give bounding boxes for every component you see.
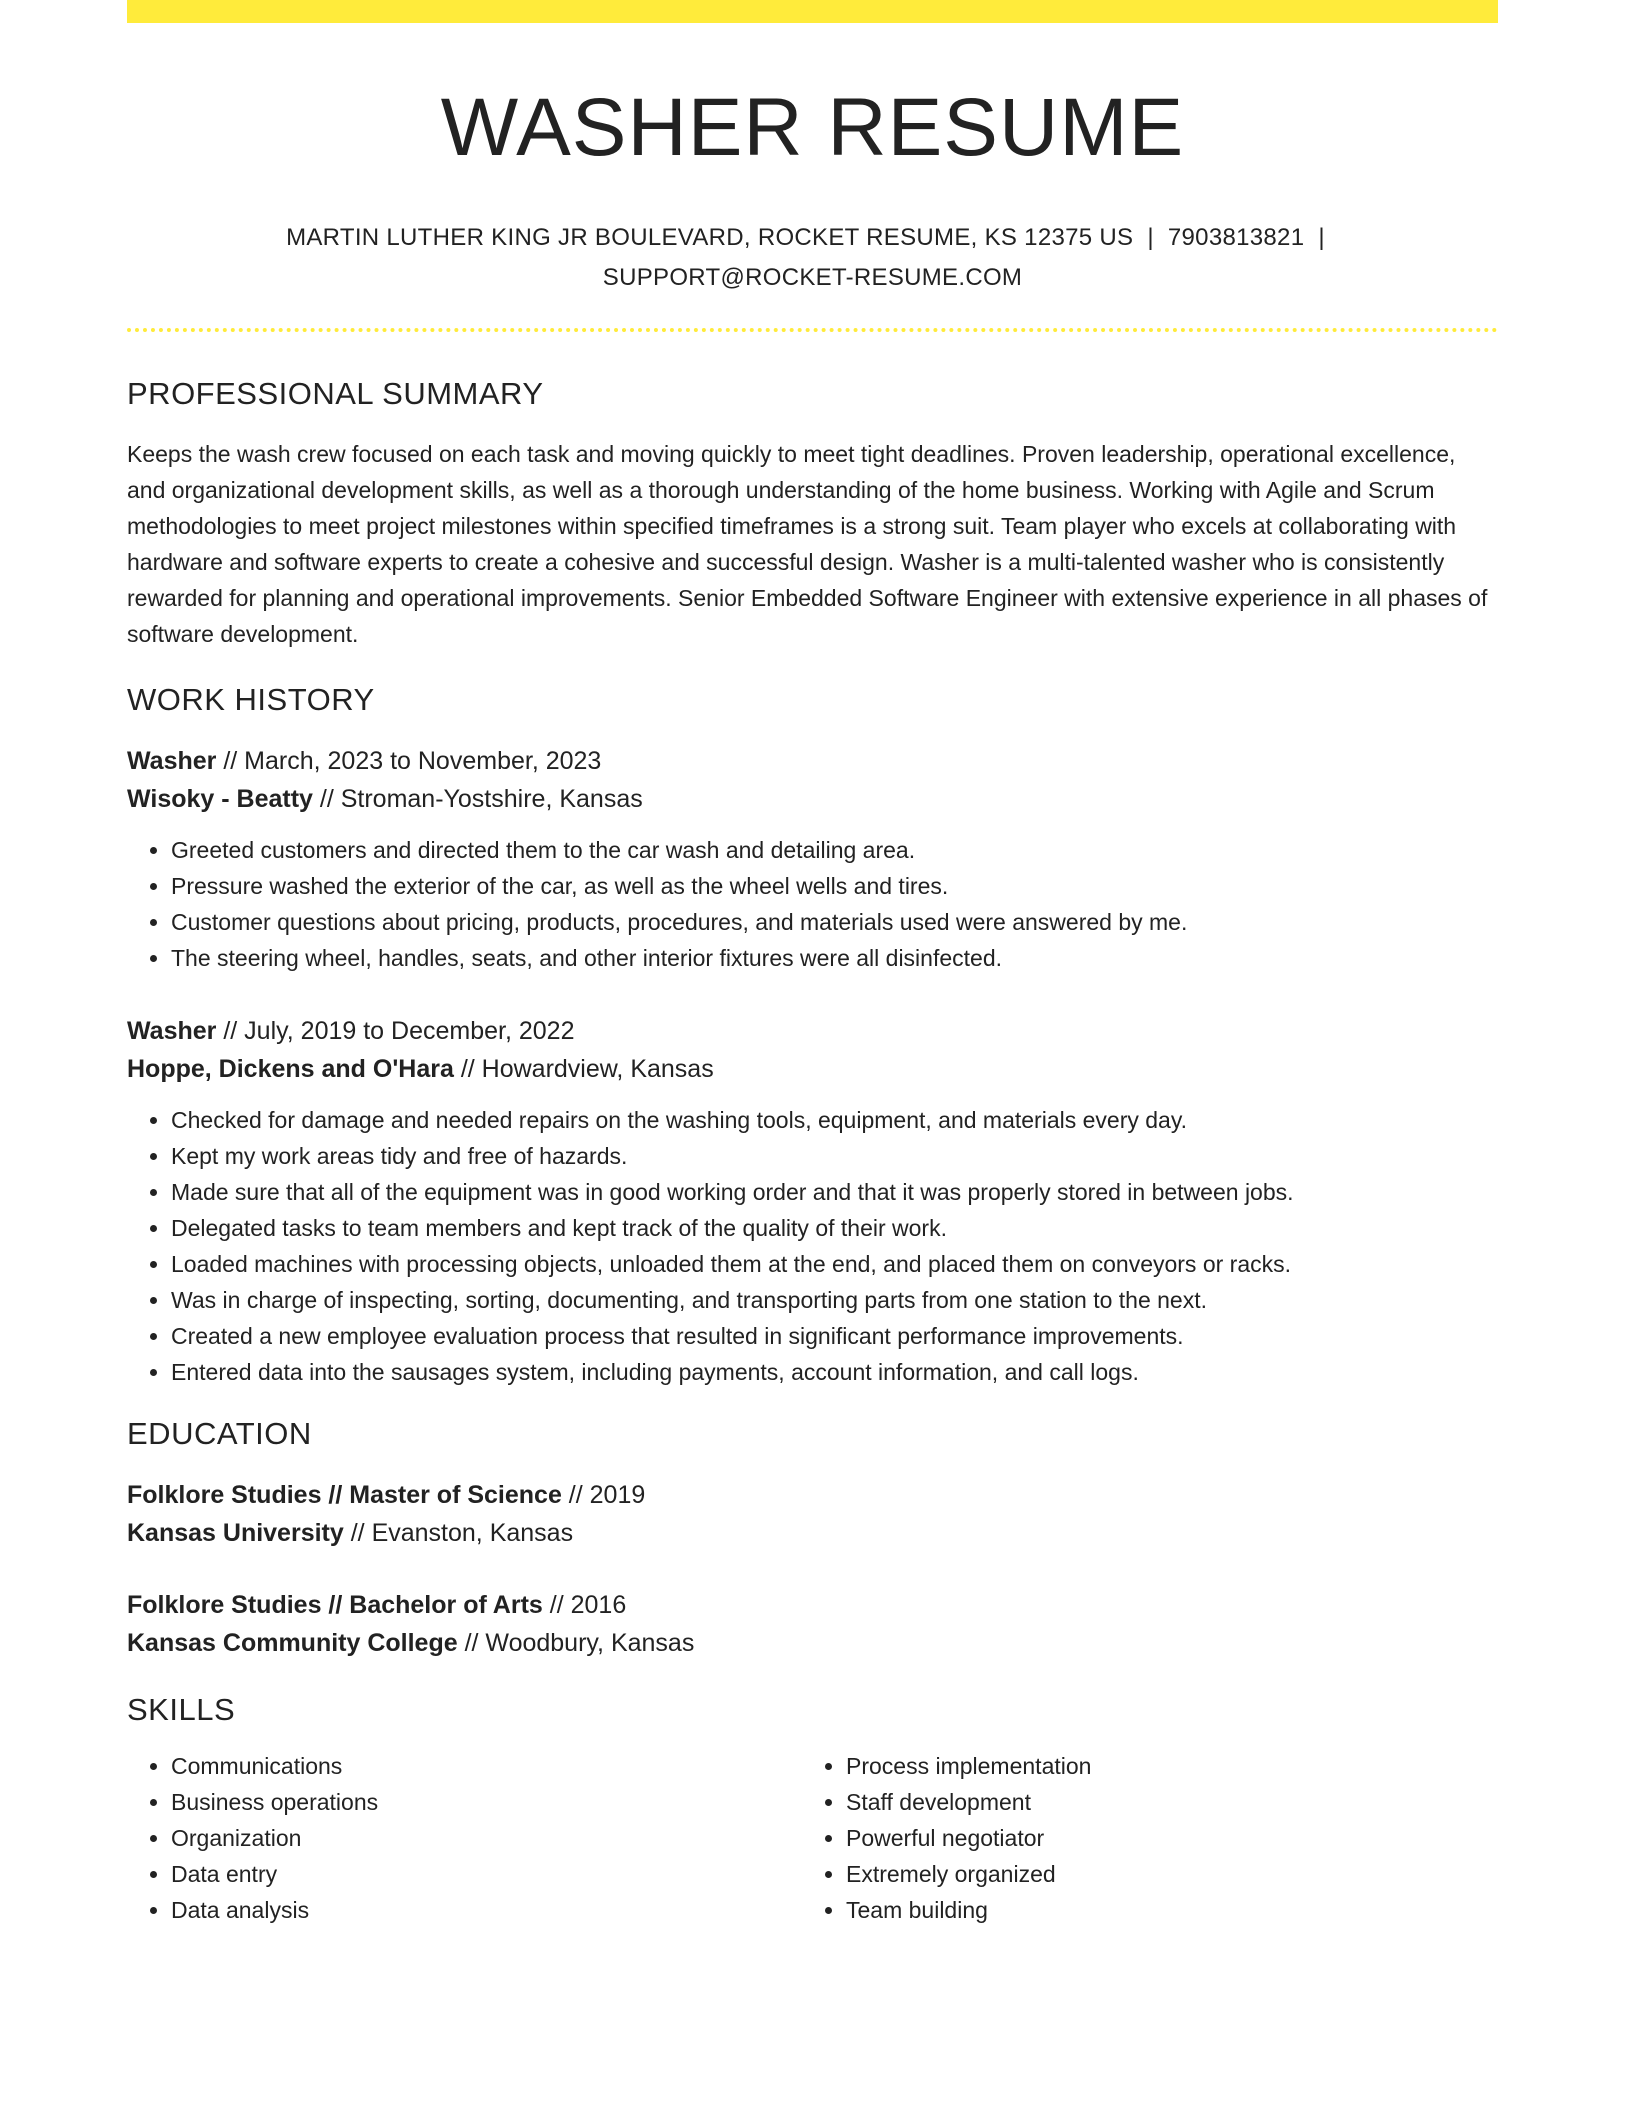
job-location: // Stroman-Yostshire, Kansas xyxy=(312,785,643,813)
job-company-line xyxy=(127,780,1498,818)
duty-item: • The steering wheel, handles, seats, and other interior fixtures were all disinfected. xyxy=(171,940,1498,976)
duty-item: • Was in charge of inspecting, sorting, documenting, and transporting parts from one station to the next. xyxy=(171,1282,1498,1318)
job-title-line xyxy=(127,742,1498,780)
skills-column-right xyxy=(802,1748,1477,1928)
job-duties xyxy=(127,1102,1498,1390)
contact-info xyxy=(127,218,1498,298)
skill-item: • Staff development xyxy=(846,1784,1477,1820)
duty-item: • Created a new employee evaluation process that resulted in significant performance improvements. xyxy=(171,1318,1498,1354)
duty-item: • Kept my work areas tidy and free of hazards. xyxy=(171,1138,1498,1174)
contact-address: MARTIN LUTHER KING JR BOULEVARD, ROCKET RESUME, KS 12375 US xyxy=(286,224,1134,251)
job-dates: // March, 2023 to November, 2023 xyxy=(216,747,602,775)
school-line xyxy=(127,1624,1498,1662)
dotted-divider xyxy=(127,328,1498,332)
duty-item: • Loaded machines with processing objects, unloaded them at the end, and placed them on conveyors or racks. xyxy=(171,1246,1498,1282)
job-role: Washer xyxy=(127,1017,217,1045)
contact-separator: | xyxy=(1147,224,1154,251)
skills-column-left xyxy=(127,1748,802,1928)
education-entry xyxy=(127,1586,1498,1662)
resume-title: WASHER RESUME xyxy=(440,82,1185,173)
duty-item: • Entered data into the sausages system, including payments, account information, and call logs. xyxy=(171,1354,1498,1390)
job-company: Wisoky - Beatty xyxy=(127,785,313,813)
skill-item: • Organization xyxy=(171,1820,802,1856)
skill-item: • Team building xyxy=(846,1892,1477,1928)
job-entry xyxy=(127,742,1498,976)
school-line xyxy=(127,1514,1498,1552)
job-duties xyxy=(127,832,1498,976)
resume-content xyxy=(127,80,1498,1928)
skill-item: • Extremely organized xyxy=(846,1856,1477,1892)
duty-item: • Pressure washed the exterior of the car, as well as the wheel wells and tires. xyxy=(171,868,1498,904)
skill-item: • Powerful negotiator xyxy=(846,1820,1477,1856)
degree-year: // 2016 xyxy=(542,1591,627,1619)
contact-email: SUPPORT@ROCKET-RESUME.COM xyxy=(602,264,1023,291)
duty-item: • Greeted customers and directed them to the car wash and detailing area. xyxy=(171,832,1498,868)
duty-item: • Customer questions about pricing, products, procedures, and materials used were answered by me. xyxy=(171,904,1498,940)
job-entry xyxy=(127,1012,1498,1390)
contact-phone: 7903813821 xyxy=(1167,224,1305,251)
duty-item: • Checked for damage and needed repairs on the washing tools, equipment, and materials every day. xyxy=(171,1102,1498,1138)
job-company: Hoppe, Dickens and O'Hara xyxy=(127,1055,454,1083)
skill-item: • Data analysis xyxy=(171,1892,802,1928)
degree-year: // 2019 xyxy=(561,1481,646,1509)
skills-list xyxy=(127,1748,1498,1928)
summary-heading: PROFESSIONAL SUMMARY xyxy=(127,376,544,411)
job-title-line xyxy=(127,1012,1498,1050)
job-role: Washer xyxy=(127,747,217,775)
accent-bar xyxy=(127,0,1498,23)
job-location: // Howardview, Kansas xyxy=(453,1055,714,1083)
job-company-line xyxy=(127,1050,1498,1088)
degree-name: Folklore Studies // Master of Science xyxy=(127,1481,562,1509)
school-location: // Woodbury, Kansas xyxy=(457,1629,695,1657)
education-heading: EDUCATION xyxy=(127,1416,312,1451)
skill-item: • Communications xyxy=(171,1748,802,1784)
duty-item: • Made sure that all of the equipment was in good working order and that it was properly stored in between jobs. xyxy=(171,1174,1498,1210)
school-name: Kansas University xyxy=(127,1519,344,1547)
degree-line xyxy=(127,1586,1498,1624)
degree-name: Folklore Studies // Bachelor of Arts xyxy=(127,1591,543,1619)
job-dates: // July, 2019 to December, 2022 xyxy=(216,1017,575,1045)
school-name: Kansas Community College xyxy=(127,1629,458,1657)
duty-item: • Delegated tasks to team members and kept track of the quality of their work. xyxy=(171,1210,1498,1246)
work-history-heading: WORK HISTORY xyxy=(127,682,375,717)
skill-item: • Process implementation xyxy=(846,1748,1477,1784)
contact-separator: | xyxy=(1318,224,1325,251)
school-location: // Evanston, Kansas xyxy=(343,1519,574,1547)
degree-line xyxy=(127,1476,1498,1514)
education-entry xyxy=(127,1476,1498,1552)
summary-text: Keeps the wash crew focused on each task and moving quickly to meet tight deadlines. Proven leadership, operational excellence, and organizational development skills, as well as a thorough understanding of the home business. Working with Agile and Scrum methodologies to meet project milestones within specified timeframes is a strong suit. Team player who excels at collaborating with hardware and software experts to create a cohesive and successful design. Washer is a multi-talented washer who is consistently rewarded for planning and operational improvements. Senior Embedded Software Engineer with extensive experience in all phases of software development. xyxy=(127,441,1488,647)
skill-item: • Business operations xyxy=(171,1784,802,1820)
skill-item: • Data entry xyxy=(171,1856,802,1892)
skills-heading: SKILLS xyxy=(127,1692,236,1727)
